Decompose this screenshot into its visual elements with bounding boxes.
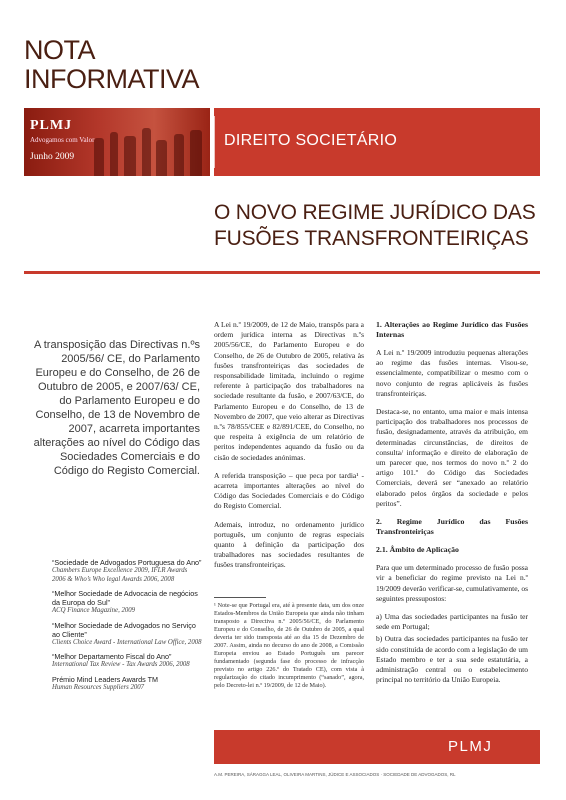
- award-source: ACQ Finance Magazine, 2009: [52, 607, 136, 614]
- headline-line-2: FUSÕES TRANSFRONTEIRIÇAS: [214, 227, 529, 250]
- issue-date: Junho 2009: [30, 152, 75, 162]
- award-title: “Sociedade de Advogados Portuguesa do Ano”: [52, 558, 202, 567]
- section-heading: 2. Regime Jurídico das Fusões Transfronteiriças: [376, 517, 528, 537]
- paragraph: A Lei n.º 19/2009 introduziu pequenas alterações ao regime das fusões internas. Visou-se, essencialmente, compatibilizar o mesmo com o novo conjunto de regras aplicáveis às fusões transfronteiriças.: [376, 348, 528, 398]
- title-line-2: INFORMATIVA: [24, 64, 199, 94]
- award-source: International Tax Review - Tax Awards 2006, 2008: [52, 661, 190, 668]
- award-title: “Melhor Sociedade de Advogados no Serviço ao Cliente”: [52, 620, 196, 639]
- award-title: Prémio Mind Leaders Awards TM: [52, 674, 158, 684]
- footer-logo: PLMJ: [448, 738, 493, 755]
- award-item: [52, 589, 202, 616]
- footer-text: A.M. PEREIRA, SÁRAGGA LEAL, OLIVEIRA MARTINS, JÚDICE E ASSOCIADOS · SOCIEDADE DE ADVOGADOS, RL: [214, 772, 456, 777]
- section-label: DIREITO SOCIETÁRIO: [224, 132, 398, 149]
- paragraph: b) Outra das sociedades participantes na fusão ter sido constituída de acordo com a legislação de um Estado membro e ter a sua sede estatutária, a administração central ou o estabelecimento principal no território da União Europeia.: [376, 634, 528, 685]
- award-source: Chambers Europe Excellence 2009, IFLR Awards 2006 & Who’s Who legal Awards 2006, 2008: [52, 567, 188, 583]
- footnote-divider: [214, 597, 266, 598]
- headline-line-1: O NOVO REGIME JURÍDICO DAS: [214, 201, 536, 224]
- section-divider: [214, 116, 215, 168]
- body-column-2: [376, 320, 528, 693]
- award-item: [52, 558, 202, 584]
- award-title: “Melhor Sociedade de Advocacia de negócios da Europa do Sul”: [52, 589, 198, 607]
- red-divider: [24, 271, 540, 274]
- footnote: ¹ Note-se que Portugal era, até à presente data, um dos onze Estados-Membros da União Europeia que ainda não tinham transposto a Directiva n.º 2005/56/CE, do Parlamento Europeu e do Conselho, de 26 de Outubro de 2005, a qual deveria ter sido transposta até ao dia 15 de Dezembro de 2007. Assim, ainda no decurso do ano de 2008, a Comissão Europeia enviou ao Estado Português um parecer fundamentado (segunda fase do processo de infracção previsto no artigo 226.º do Tratado CE), com vista à regularização do citado incumprimento (“sanado”, agora, pelo Decreto-lei n.º 19/2009, de 12 de Maio).: [214, 602, 364, 689]
- awards-list: [52, 558, 202, 697]
- award-item: [52, 652, 202, 670]
- body-column-1: [214, 320, 364, 579]
- paragraph: A Lei n.º 19/2009, de 12 de Maio, transpôs para a ordem jurídica interna as Directivas n.ºs 2005/56/CE, do Parlamento Europeu e do Conselho, de 26 de Outubro de 2005, relativa às fusões transfronteiriças das sociedades de responsabilidade limitada, incluindo o regime referente à participação dos trabalhadores na sociedade resultante da fusão, e 2007/63/CE, do Parlamento Europeu e do Conselho, de 13 de Novembro de 2007, que veio alterar as Directivas n.ºs 78/855/CEE e 82/891/CEE, do Conselho, no que respeita à exigência de um relatório de peritos independentes aquando da fusão ou da cisão de sociedades anónimas.: [214, 320, 364, 462]
- award-source: Clients Choice Award - International Law Office, 2008: [52, 638, 202, 646]
- award-source: Human Resources Suppliers 2007: [52, 683, 145, 691]
- section-heading: 1. Alterações ao Regime Jurídico das Fusões Internas: [376, 320, 528, 339]
- paragraph: Para que um determinado processo de fusão possa vir a beneficiar do regime previsto na Lei n.º 19/2009 deverão verificar-se, cumulativamente, os seguintes pressupostos:: [376, 563, 528, 603]
- award-item: [52, 621, 202, 648]
- award-title: “Melhor Departamento Fiscal do Ano”: [52, 652, 172, 661]
- plmj-logo: PLMJ: [30, 118, 73, 133]
- paragraph: Destaca-se, no entanto, uma maior e mais intensa participação dos trabalhadores nos processos de fusão, designadamente, através da atribuição, em determinadas circunstâncias, de direitos de consulta/ informação e direito de elaboração de um parecer que, nos termos do novo n.º 2 do artigo 101.º do Código das Sociedades Comerciais, deverá ser “anexado ao relatório elaborado pelos órgãos da sociedade e pelos peritos”.: [376, 407, 528, 508]
- title-line-1: NOTA: [24, 35, 95, 65]
- award-item: [52, 675, 202, 693]
- headline: [214, 200, 544, 252]
- document-title: [24, 36, 199, 94]
- paragraph: a) Uma das sociedades participantes na fusão ter sede em Portugal;: [376, 612, 528, 632]
- paragraph: A referida transposição – que peca por tardia¹ - acarreta importantes alterações ao nível do Código das Sociedades Comerciais e do Código do Registo Comercial.: [214, 470, 364, 511]
- tagline: Advogamos com Valor: [30, 136, 95, 144]
- paragraph: Ademais, introduz, no ordenamento jurídico português, um conjunto de regras especiais quanto à definição da participação dos trabalhadores nas sociedades resultantes de fusões transfronteiriças.: [214, 519, 364, 570]
- summary-text: A transposição das Directivas n.ºs 2005/56/ CE, do Parlamento Europeu e do Conselho, de 26 de Outubro de 2005, e 2007/63/ CE, do Parlamento Europeu e do Conselho, de 13 de Novembro de 2007, acarreta importantes alterações ao nível do Código das Sociedades Comerciais e do Código do Registo Comercial.: [33, 339, 200, 477]
- subsection-heading: 2.1. Âmbito de Aplicação: [376, 545, 459, 555]
